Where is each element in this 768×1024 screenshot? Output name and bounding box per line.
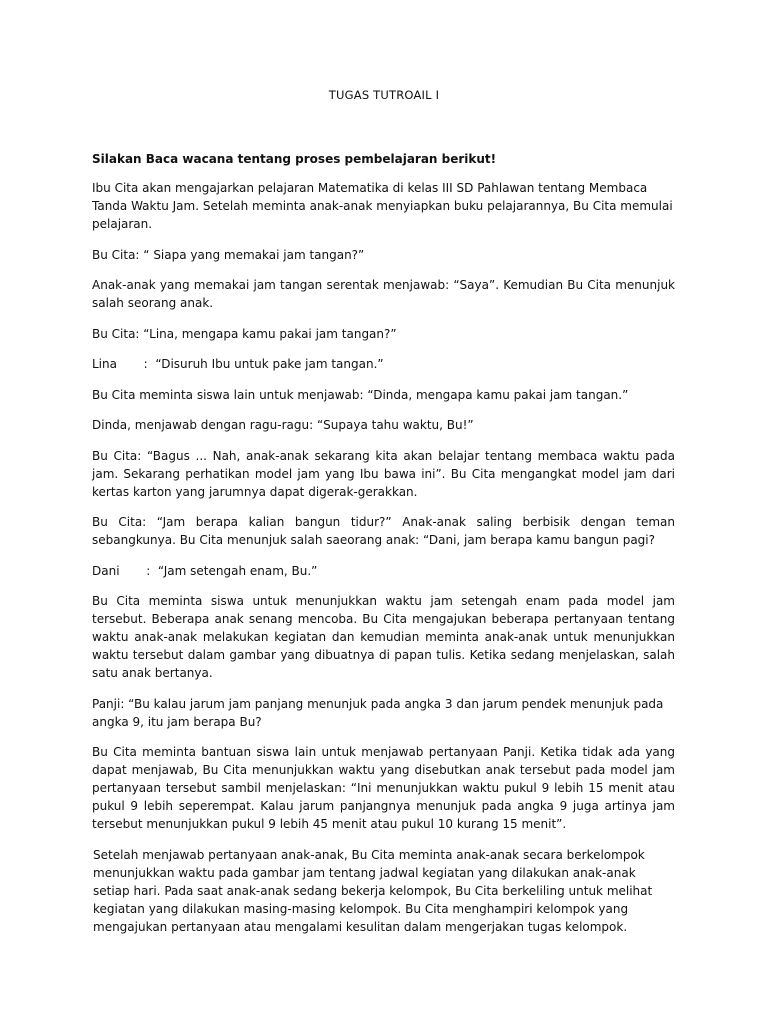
document-title: TUGAS TUTROAIL I — [328, 88, 440, 102]
document-body — [92, 150, 675, 948]
paragraph-2: Bu Cita: “ Siapa yang memakai jam tangan?” — [92, 247, 365, 262]
paragraph-9: Bu Cita: “Jam berapa kalian bangun tidur?” Anak-anak saling berbisik dengan teman sebangkunya. Bu Cita menunjuk salah saeorang anak: “Dani, jam berapa kamu bangun pagi? — [92, 515, 675, 547]
instruction-text: Silakan Baca wacana tentang proses pembelajaran berikut! — [92, 152, 497, 166]
paragraph-3: Anak-anak yang memakai jam tangan serentak menjawab: “Saya”. Kemudian Bu Cita menunjuk salah seorang anak. — [92, 278, 675, 310]
paragraph-1: Ibu Cita akan mengajarkan pelajaran Matematika di kelas III SD Pahlawan tentang Membaca Tanda Waktu Jam. Setelah meminta anak-anak menyiapkan buku pelajarannya, Bu Cita memulai pelajaran. — [92, 181, 673, 231]
paragraph-13: Bu Cita meminta bantuan siswa lain untuk menjawab pertanyaan Panji. Ketika tidak ada yang dapat menjawab, Bu Cita menunjukkan waktu yang disebutkan anak tersebut pada model jam pertanyaan tersebut sambil menjelaskan: “Ini menunjukkan waktu pukul 9 lebih 15 menit atau pukul 9 lebih seperempat. Kalau jarum panjangnya menunjuk pada angka 9 juga artinya jam tersebut menunjukkan pukul 9 lebih 45 menit atau pukul 10 kurang 15 menit”. — [92, 745, 675, 831]
paragraph-12: Panji: “Bu kalau jarum jam panjang menunjuk pada angka 3 dan jarum pendek menunjuk pada angka 9, itu jam berapa Bu? — [92, 696, 664, 729]
paragraph-6: Bu Cita meminta siswa lain untuk menjawab: “Dinda, mengapa kamu pakai jam tangan.” — [92, 387, 629, 402]
paragraph-8: Bu Cita: “Bagus ... Nah, anak-anak sekarang kita akan belajar tentang membaca waktu pada jam. Sekarang perhatikan model jam yang Ibu bawa ini”. Bu Cita mengangkat model jam dari kertas karton yang jarumnya dapat digerak-gerakkan. — [92, 448, 675, 499]
paragraph-11: Bu Cita meminta siswa untuk menunjukkan waktu jam setengah enam pada model jam tersebut. Beberapa anak senang mencoba. Bu Cita mengajukan beberapa pertanyaan tentang waktu anak-anak melakukan kegiatan dan kemudian meminta anak-anak untuk menunjukkan waktu tersebut dalam gambar yang dibuatnya di papan tulis. Ketika sedang menjelaskan, salah satu anak bertanya. — [92, 594, 675, 680]
paragraph-10: Dani : “Jam setengah enam, Bu.” — [92, 563, 318, 578]
paragraph-7: Dinda, menjawab dengan ragu-ragu: “Supaya tahu waktu, Bu!” — [92, 418, 474, 432]
paragraph-4: Bu Cita: “Lina, mengapa kamu pakai jam tangan?” — [92, 326, 397, 341]
paragraph-5: Lina : “Disuruh Ibu untuk pake jam tangan.” — [92, 357, 384, 371]
paragraph-14: Setelah menjawab pertanyaan anak-anak, Bu Cita meminta anak-anak secara berkelompok menunjukkan waktu pada gambar jam tentang jadwal kegiatan yang dilakukan anak-anak setiap hari. Pada saat anak-anak sedang bekerja kelompok, Bu Cita berkeliling untuk melihat kegiatan yang dilakukan masing-masing kelompok. Bu Cita menghampiri kelompok yang mengajukan pertanyaan atau mengalami kesulitan dalam mengerjakan tugas kelompok. — [93, 847, 653, 934]
